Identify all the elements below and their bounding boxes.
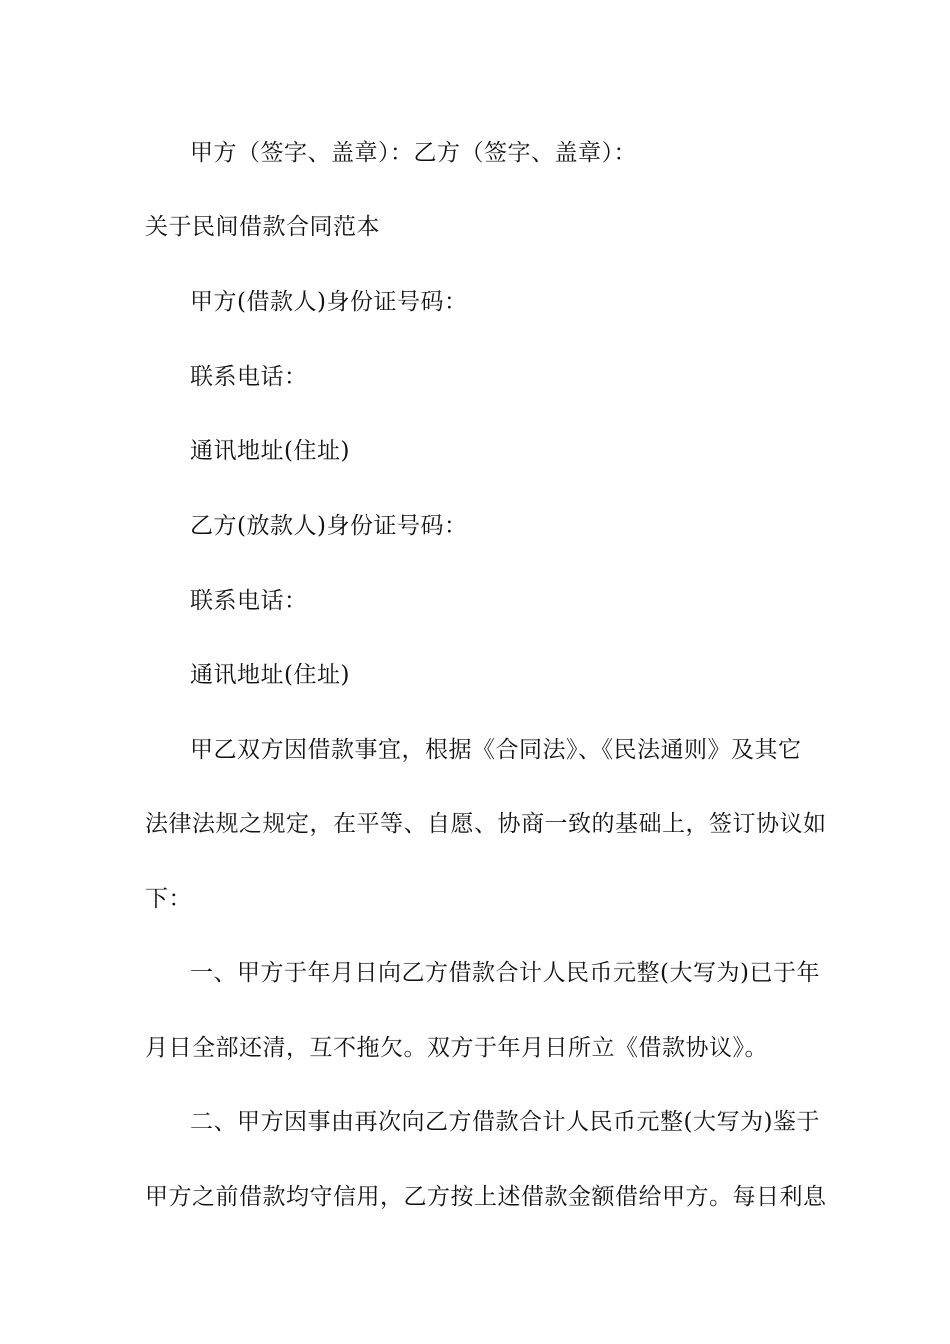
preamble-line: 法律法规之规定，在平等、自愿、协商一致的基础上，签订协议如 [145,811,827,837]
document-title: 关于民间借款合同范本 [145,214,380,240]
clause-1-line: 月日全部还清，互不拖欠。双方于年月日所立《借款协议》。 [145,1035,768,1061]
party-a-id-field: 甲方(借款人)身份证号码： [190,289,468,315]
party-b-id-field: 乙方(放款人)身份证号码： [190,513,468,539]
clause-1-line: 一、甲方于年月日向乙方借款合计人民币元整(大写为)已于年 [190,960,820,986]
preamble-line: 甲乙双方因借款事宜，根据《合同法》、《民法通则》及其它 [190,737,802,763]
signature-line: 甲方（签字、盖章）：乙方（签字、盖章）： [190,140,637,166]
party-a-address-field: 通讯地址(住址) [190,438,350,464]
party-b-phone-field: 联系电话： [190,588,308,614]
party-b-address-field: 通讯地址(住址) [190,662,350,688]
clause-2-line: 二、甲方因事由再次向乙方借款合计人民币元整(大写为)鉴于 [190,1109,820,1135]
clause-2-line: 甲方之前借款均守信用，乙方按上述借款金额借给甲方。每日利息 [145,1184,827,1210]
preamble-line: 下： [145,886,192,912]
party-a-phone-field: 联系电话： [190,364,308,390]
